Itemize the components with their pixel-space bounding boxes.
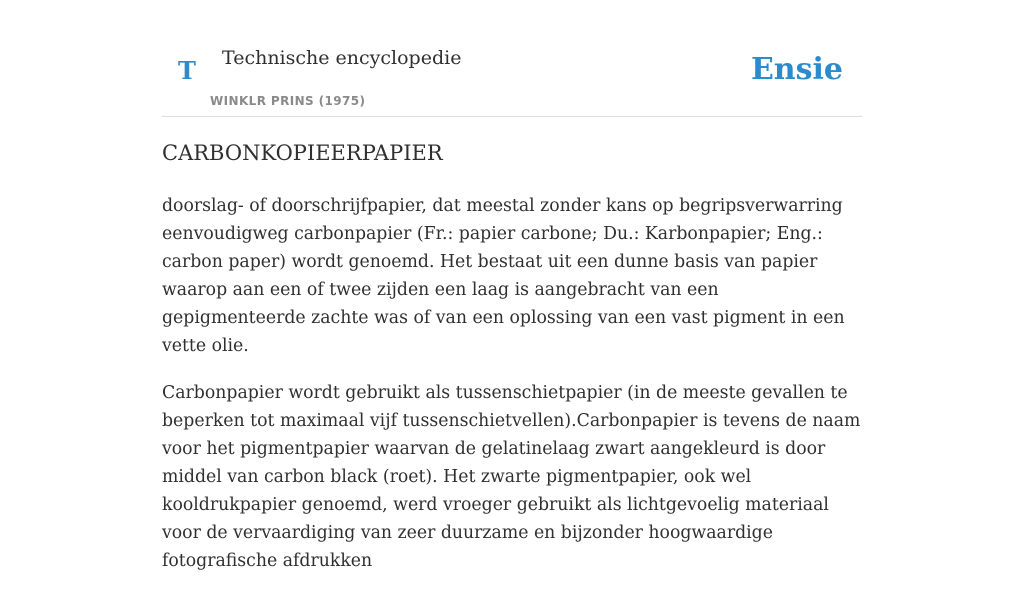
paragraph: Carbonpapier wordt gebruikt als tussenschietpapier (in de meeste gevallen te beperken tot maximaal vijf tussenschietvellen).Carbonpapier is tevens de naam voor het pigmentpapier waarvan de gelatinelaag zwart aangekleurd is door middel van carbon black (roet). Het zwarte pigmentpapier, ook wel kooldrukpapier genoemd, werd vroeger gebruikt als lichtgevoelig materiaal voor de vervaardiging van zeer duurzame en bijzonder hoogwaardige fotografische afdrukken bbox=[162, 383, 861, 571]
book-logo-icon[interactable]: T bbox=[178, 56, 196, 85]
entry-body bbox=[162, 192, 862, 594]
book-header bbox=[162, 40, 862, 117]
brand-logo[interactable]: Ensie bbox=[750, 52, 843, 87]
entry-title: CARBONKOPIEERPAPIER bbox=[162, 141, 443, 165]
paragraph: doorslag- of doorschrijfpapier, dat meestal zonder kans op begripsverwarring eenvoudigweg carbonpapier (Fr.: papier carbone; Du.: Karbonpapier; Eng.: carbon paper) wordt genoemd. Het bestaat uit een dunne basis van papier waarop aan een of twee zijden een laag is aangebracht van een gepigmenteerde zachte was of van een oplossing van een vast pigment in een vette olie. bbox=[162, 196, 845, 356]
book-title-link[interactable]: Technische encyclopedie bbox=[222, 47, 462, 69]
book-subtitle: WINKLR PRINS (1975) bbox=[210, 94, 366, 108]
